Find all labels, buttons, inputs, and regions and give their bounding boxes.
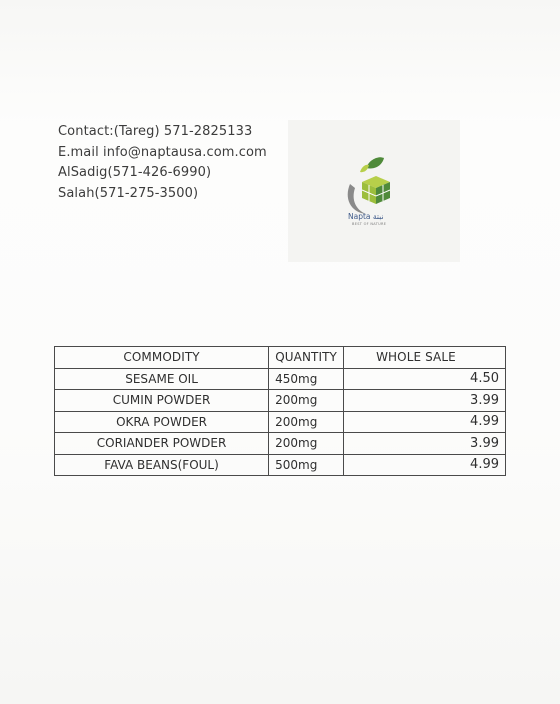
logo-wordmark: Napta نبتة xyxy=(348,212,384,221)
logo-tagline: BEST OF NATURE xyxy=(352,222,387,226)
quantity-cell: 200mg xyxy=(269,433,344,455)
commodity-cell: CUMIN POWDER xyxy=(55,390,269,412)
price-cell: 3.99 xyxy=(344,433,506,455)
header-quantity: QUANTITY xyxy=(269,347,344,369)
quantity-cell: 200mg xyxy=(269,390,344,412)
logo-area xyxy=(288,120,460,262)
contact-block xyxy=(58,122,267,204)
table-row xyxy=(55,368,506,390)
quantity-cell: 500mg xyxy=(269,454,344,476)
contact-tareg: Contact:(Tareg) 571-2825133 xyxy=(58,124,253,139)
price-cell: 4.50 xyxy=(344,368,506,390)
header-commodity: COMMODITY xyxy=(55,347,269,369)
commodity-cell: FAVA BEANS(FOUL) xyxy=(55,454,269,476)
price-cell: 3.99 xyxy=(344,390,506,412)
commodity-cell: OKRA POWDER xyxy=(55,411,269,433)
price-cell: 4.99 xyxy=(344,454,506,476)
quantity-cell: 200mg xyxy=(269,411,344,433)
contact-salah: Salah(571-275-3500) xyxy=(58,185,199,201)
contact-email: E.mail info@naptausa.com.com xyxy=(58,144,267,160)
commodity-cell: SESAME OIL xyxy=(55,368,269,390)
table-row xyxy=(55,454,506,476)
price-table xyxy=(54,346,506,476)
table-row xyxy=(55,433,506,455)
quantity-cell: 450mg xyxy=(269,368,344,390)
table-header-row xyxy=(55,347,506,369)
header-wholesale: WHOLE SALE xyxy=(344,347,506,369)
table-row xyxy=(55,390,506,412)
table-row xyxy=(55,411,506,433)
commodity-cell: CORIANDER POWDER xyxy=(55,433,269,455)
price-cell: 4.99 xyxy=(344,411,506,433)
contact-alsadig: AlSadig(571-426-6990) xyxy=(58,165,212,180)
